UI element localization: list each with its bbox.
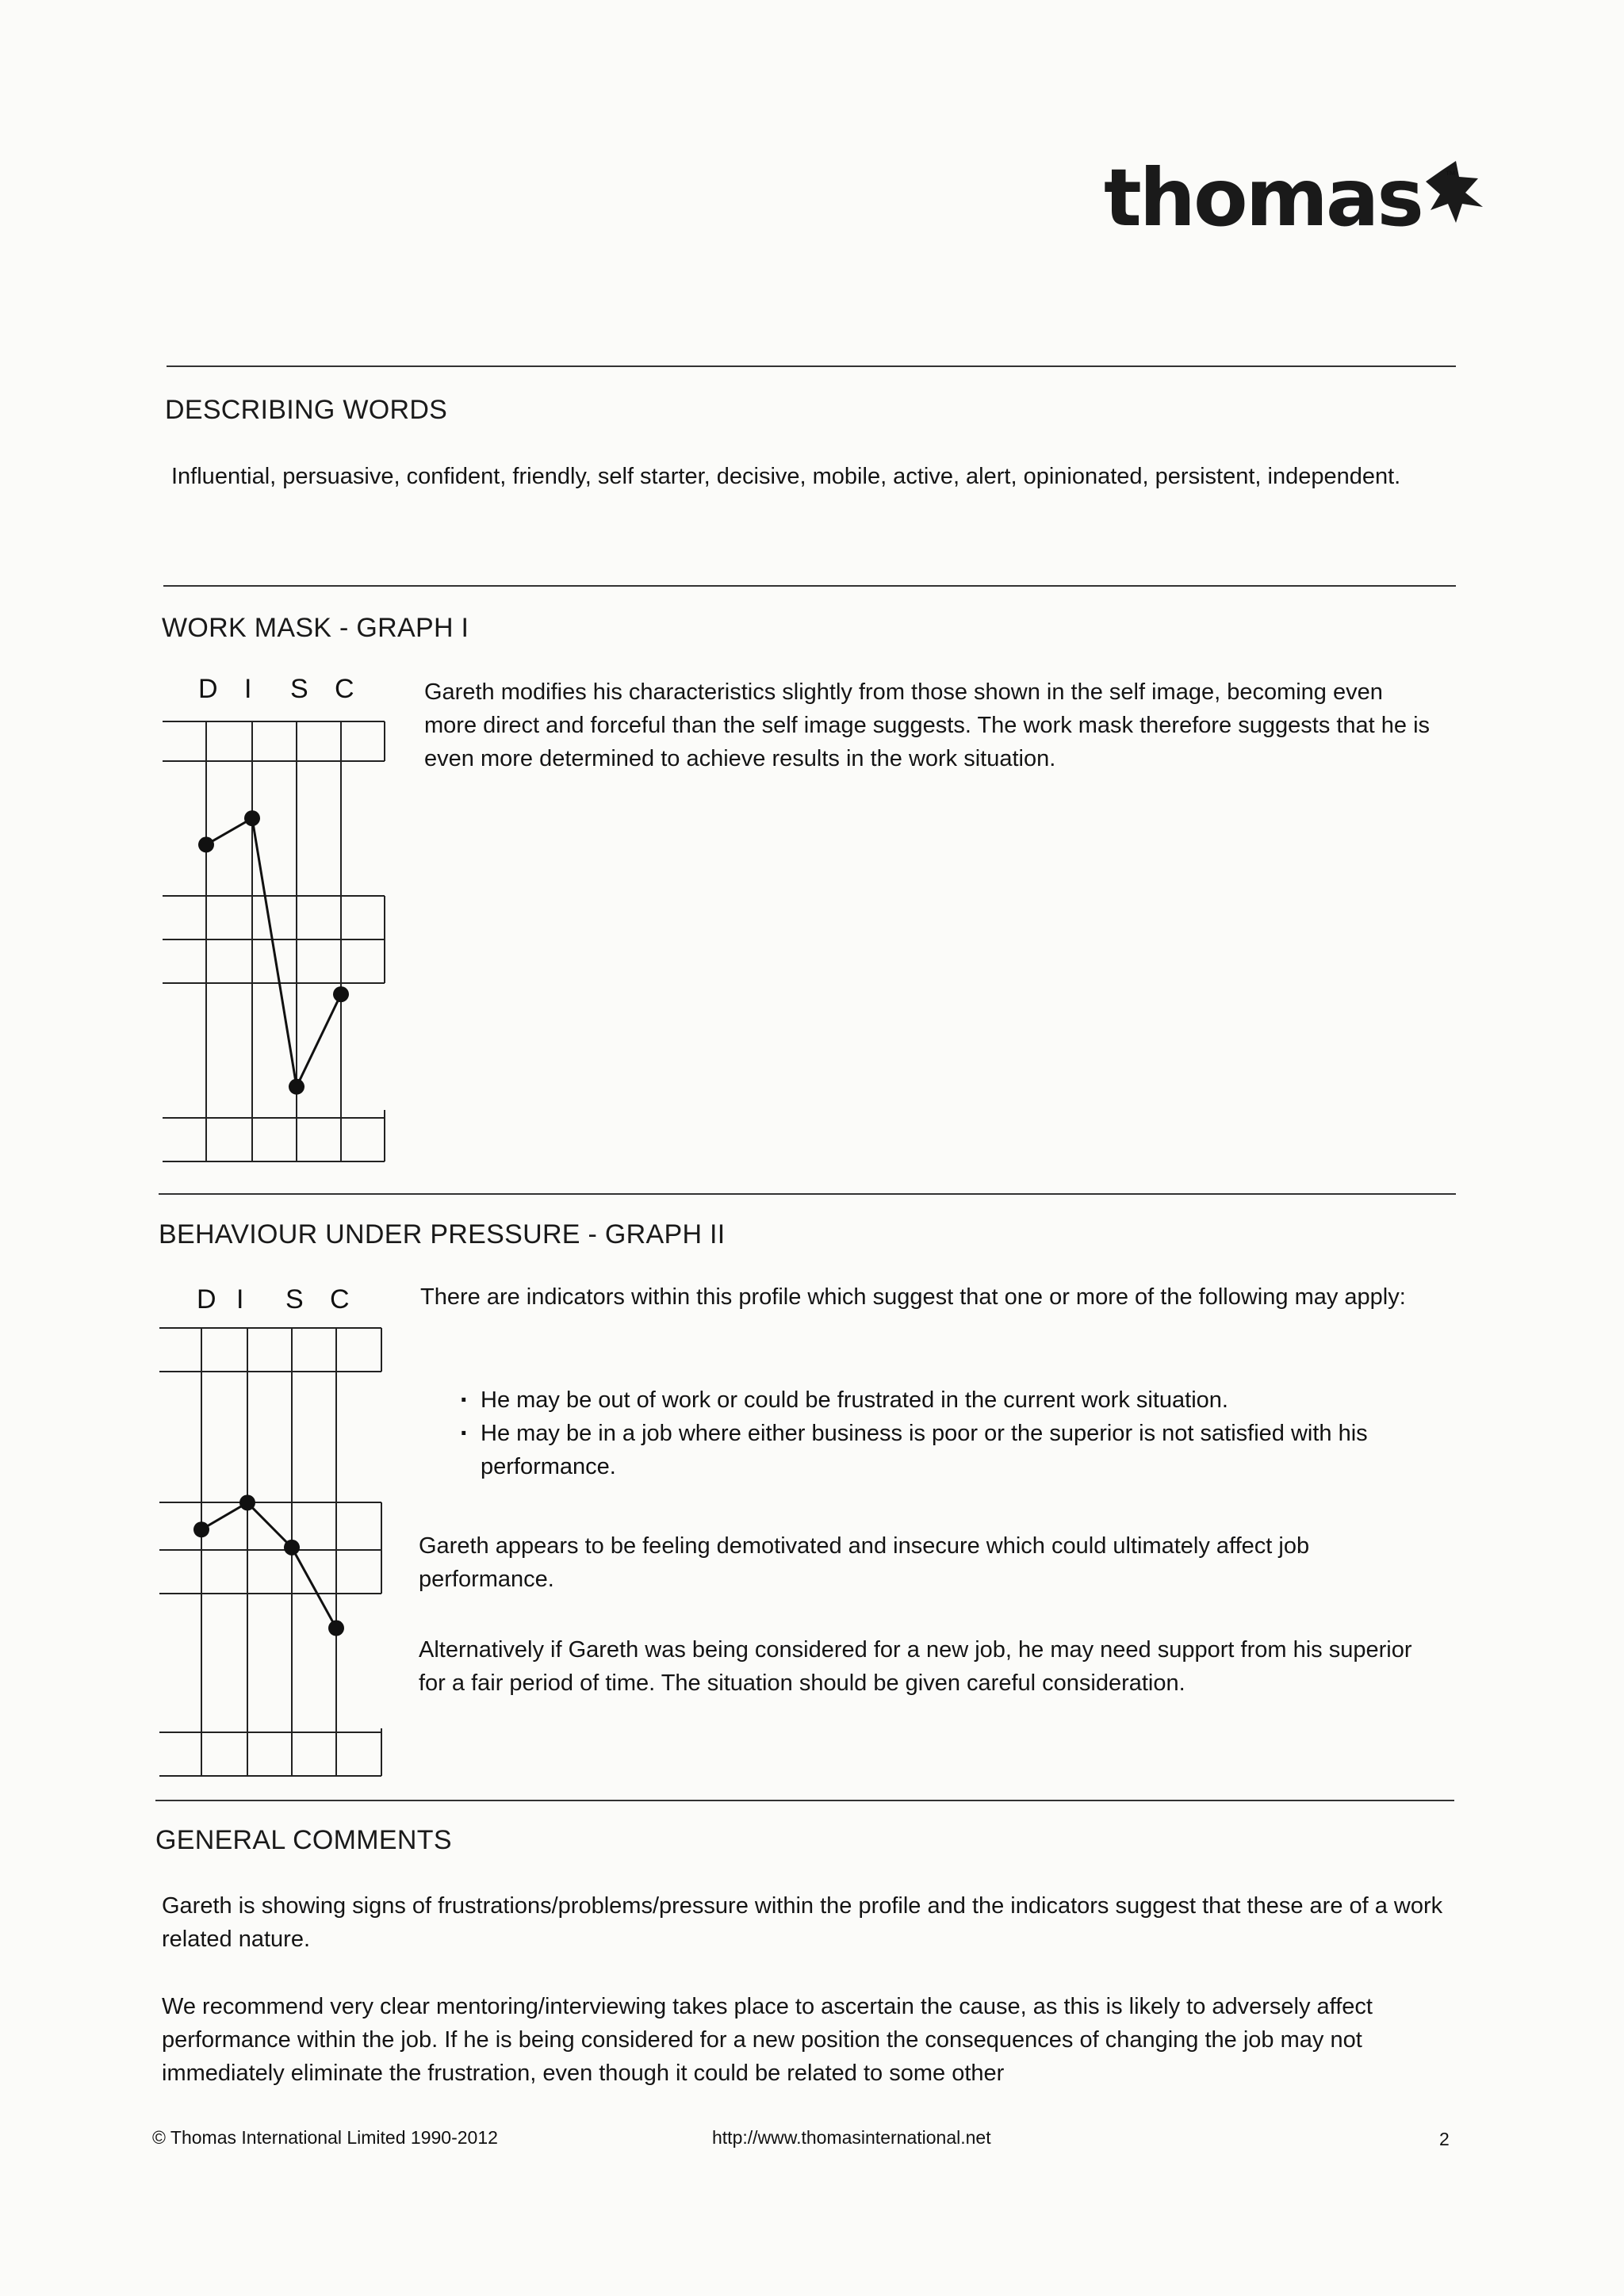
disc-label: S — [285, 1284, 304, 1314]
work-mask-text: Gareth modifies his characteristics slightly from those shown in the self image, becoming even more direct and forceful than the self image suggests. The work mask therefore suggests that he is even more determined to achieve results in the work situation. — [424, 679, 1431, 771]
section-divider — [159, 1193, 1456, 1195]
pressure-point-d — [193, 1521, 209, 1537]
work-mask-point-s — [289, 1079, 304, 1095]
work-mask-point-c — [333, 986, 349, 1002]
page-number: 2 — [1439, 2129, 1450, 2149]
disc-axis-labels — [155, 1284, 385, 1316]
pressure-bullet-list — [458, 1383, 1442, 1483]
work-mask-point-i — [244, 810, 260, 826]
pressure-para-1: Gareth appears to be feeling demotivated and insecure which could ultimately affect job performance. — [419, 1533, 1310, 1592]
disc-axis-labels — [159, 674, 389, 706]
pressure-plot — [155, 1324, 385, 1784]
pressure-series-line — [201, 1502, 336, 1628]
disc-label: I — [244, 674, 252, 704]
work-mask-graph — [159, 674, 389, 1165]
describing-words-heading: DESCRIBING WORDS — [165, 395, 448, 425]
trademark-symbol: ™ — [1445, 168, 1456, 181]
list-item: · He may be in a job where either business is poor or the superior is not satisfied with his performance. — [458, 1417, 1442, 1483]
pressure-point-c — [328, 1621, 344, 1636]
pressure-point-s — [284, 1540, 300, 1556]
describing-words-text: Influential, persuasive, confident, friendly, self starter, decisive, mobile, active, alert, opinionated, persistent, independent. — [171, 464, 1401, 489]
section-divider — [167, 365, 1456, 367]
disc-label: I — [236, 1284, 244, 1314]
work-mask-plot — [159, 714, 389, 1165]
section-divider — [163, 585, 1456, 587]
brand-logo-text: thomas — [1104, 151, 1422, 244]
general-comments-para-2: We recommend very clear mentoring/interviewing takes place to ascertain the cause, as this is likely to adversely affect performance within the job. If he is being considered for a new position the consequences of changing the job may not immediately eliminate the frustration, even though it could be related to some other — [162, 1994, 1373, 2086]
pressure-intro: There are indicators within this profile which suggest that one or more of the following may apply: — [420, 1284, 1406, 1310]
pressure-heading: BEHAVIOUR UNDER PRESSURE - GRAPH II — [159, 1219, 726, 1249]
work-mask-point-d — [198, 836, 214, 852]
work-mask-series-line — [206, 818, 341, 1087]
list-item: · He may be out of work or could be frustrated in the current work situation. — [458, 1383, 1442, 1417]
disc-label: D — [198, 674, 218, 704]
disc-label: S — [290, 674, 308, 704]
pressure-graph — [155, 1284, 385, 1784]
section-divider — [155, 1800, 1454, 1801]
pressure-point-i — [239, 1494, 255, 1510]
general-comments-para-1: Gareth is showing signs of frustrations/problems/pressure within the profile and the indicators suggest that these are of a work related nature. — [162, 1893, 1443, 1952]
pressure-para-2: Alternatively if Gareth was being considered for a new job, he may need support from his superior for a fair period of time. The situation should be given careful consideration. — [419, 1637, 1412, 1696]
general-comments-heading: GENERAL COMMENTS — [155, 1825, 452, 1855]
disc-label: C — [335, 674, 354, 704]
footer-url[interactable]: http://www.thomasinternational.net — [712, 2127, 991, 2148]
work-mask-heading: WORK MASK - GRAPH I — [162, 613, 469, 643]
disc-label: C — [330, 1284, 350, 1314]
footer-copyright: © Thomas International Limited 1990-2012 — [152, 2127, 498, 2148]
disc-label: D — [197, 1284, 216, 1314]
